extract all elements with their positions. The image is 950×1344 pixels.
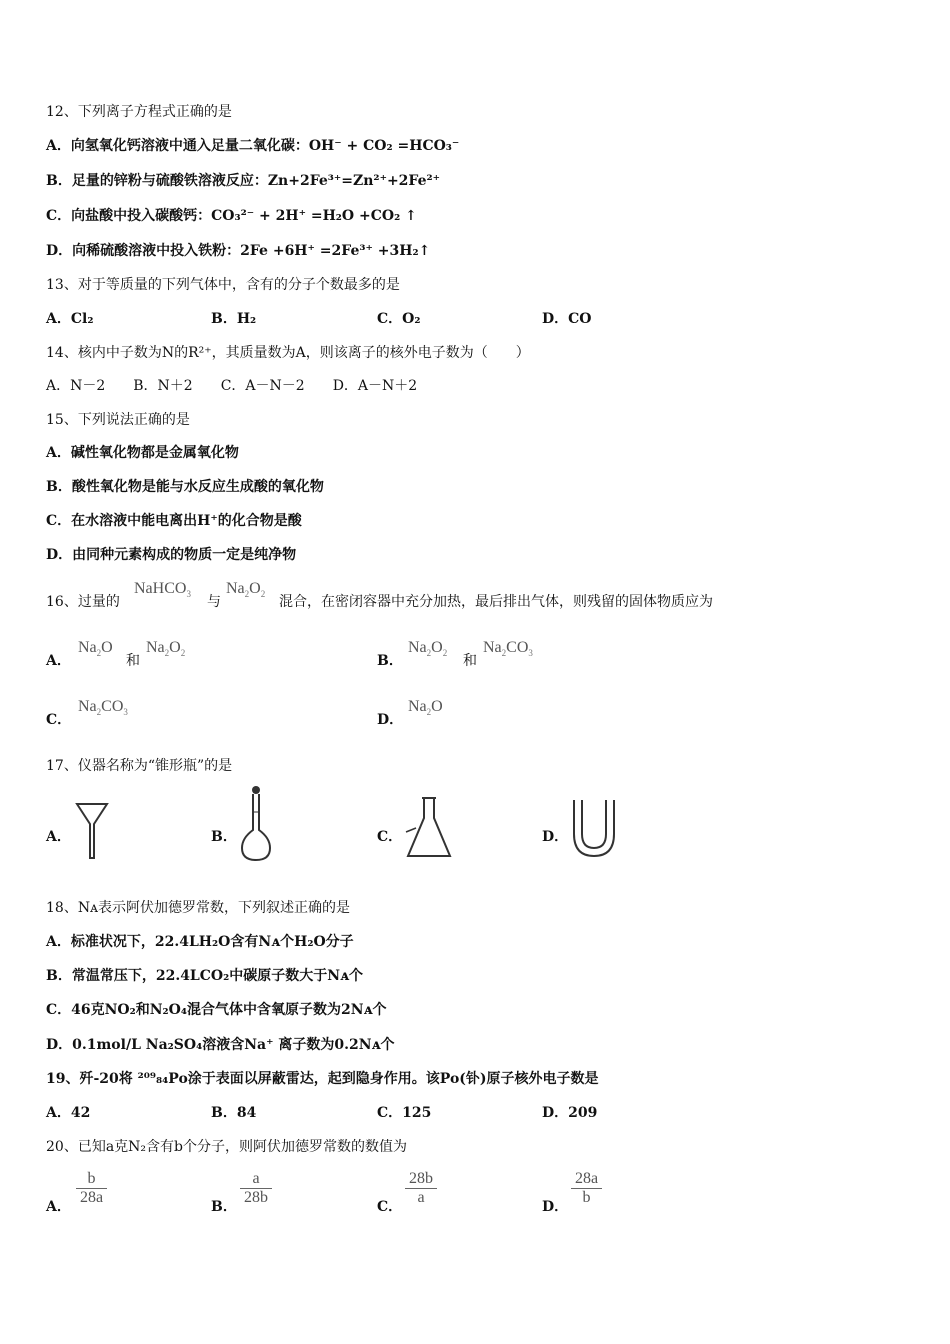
q18-option-d[interactable]: D．0.1mol/L Na₂SO₄溶液含Na⁺ 离子数为0.2Nᴀ个 <box>46 1037 395 1053</box>
q20-option-c[interactable]: C． <box>377 1199 403 1215</box>
q15-option-c[interactable]: C．在水溶液中能电离出H⁺的化合物是酸 <box>46 513 302 529</box>
q18-option-c[interactable]: C．46克NO₂和N₂O₄混合气体中含氧原子数为2Nᴀ个 <box>46 1002 387 1018</box>
q16-a-and: 和 <box>126 653 140 669</box>
q18-option-b[interactable]: B．常温常压下，22.4LCO₂中碳原子数大于Nᴀ个 <box>46 968 364 984</box>
q16-stem-suffix: 混合，在密闭容器中充分加热，最后排出气体，则残留的固体物质应为 <box>279 594 713 610</box>
q17-stem: 17、仪器名称为“锥形瓶”的是 <box>46 758 233 774</box>
q13-option-b[interactable]: B．H₂ <box>211 311 257 327</box>
q16-a-na2o2: $Na_2O_2$ <box>146 639 186 658</box>
q20-option-b[interactable]: B． <box>211 1199 237 1215</box>
q20-b-fraction: a 28b <box>240 1170 272 1207</box>
q14-options[interactable]: A．N－2 B．N＋2 C．A－N－2 D．A－N＋2 <box>46 378 418 394</box>
q15-option-a[interactable]: A．碱性氧化物都是金属氧化物 <box>46 445 239 461</box>
q16-option-b-label[interactable]: B． <box>377 653 403 669</box>
q15-option-d[interactable]: D．由同种元素构成的物质一定是纯净物 <box>46 547 297 563</box>
q14-stem: 14、核内中子数为N的R²⁺，其质量数为A，则该离子的核外电子数为（ ） <box>46 345 530 361</box>
q15-option-b[interactable]: B．酸性氧化物是能与水反应生成酸的氧化物 <box>46 479 324 495</box>
q16-b-na2co3: $Na_2CO_3$ <box>483 639 533 658</box>
q16-formula-nahco3: NaHCO$_3$ <box>134 580 191 599</box>
q13-option-c[interactable]: C．O₂ <box>377 311 421 327</box>
q16-option-c-label[interactable]: C． <box>46 712 72 728</box>
q17-option-c[interactable]: C． <box>377 829 403 845</box>
q16-formula-na2o2: $Na_2O_2$ <box>226 580 266 599</box>
q20-option-a[interactable]: A． <box>46 1199 71 1215</box>
q16-option-d-label[interactable]: D． <box>377 712 404 728</box>
q12-option-a[interactable]: A．向氢氧化钙溶液中通入足量二氧化碳：OH⁻ + CO₂ =HCO₃⁻ <box>46 138 460 154</box>
q12-stem: 12、下列离子方程式正确的是 <box>46 104 232 120</box>
q16-stem-and: 与 <box>207 594 221 610</box>
q12-option-c[interactable]: C．向盐酸中投入碳酸钙：CO₃²⁻ + 2H⁺ =H₂O +CO₂ ↑ <box>46 208 417 224</box>
q13-option-a[interactable]: A．Cl₂ <box>46 311 94 327</box>
q20-c-fraction: 28b a <box>405 1170 437 1207</box>
q17-option-a[interactable]: A． <box>46 829 71 845</box>
q13-option-d[interactable]: D．CO <box>542 311 592 327</box>
q20-option-d[interactable]: D． <box>542 1199 569 1215</box>
q20-stem: 20、已知a克N₂含有b个分子，则阿伏加德罗常数的数值为 <box>46 1139 407 1155</box>
q20-a-fraction: b 28a <box>76 1170 107 1207</box>
conical-flask-icon <box>402 794 458 864</box>
q16-b-na2o2: $Na_2O_2$ <box>408 639 448 658</box>
q20-d-fraction: 28a b <box>571 1170 602 1207</box>
u-tube-icon <box>568 796 620 862</box>
q16-stem-prefix: 16、过量的 <box>46 594 120 610</box>
q19-option-b[interactable]: B．84 <box>211 1105 257 1121</box>
q17-option-b[interactable]: B． <box>211 829 237 845</box>
q12-option-b[interactable]: B．足量的锌粉与硫酸铁溶液反应：Zn+2Fe³⁺=Zn²⁺+2Fe²⁺ <box>46 173 441 189</box>
q16-d-na2o: $Na_2O$ <box>408 698 443 717</box>
q16-a-na2o: $Na_2O$ <box>78 639 113 658</box>
q19-stem: 19、歼-20将 ²⁰⁹₈₄Po涂于表面以屏蔽雷达，起到隐身作用。该Po(钋)原子核外电子数是 <box>46 1071 599 1087</box>
q16-b-and: 和 <box>463 653 477 669</box>
q18-stem: 18、Nᴀ表示阿伏加德罗常数，下列叙述正确的是 <box>46 900 350 916</box>
q18-option-a[interactable]: A．标准状况下，22.4LH₂O含有Nᴀ个H₂O分子 <box>46 934 354 950</box>
q19-option-c[interactable]: C．125 <box>377 1105 432 1121</box>
q17-option-d[interactable]: D． <box>542 829 569 845</box>
q13-stem: 13、对于等质量的下列气体中，含有的分子个数最多的是 <box>46 277 400 293</box>
funnel-icon <box>74 800 110 862</box>
q19-option-a[interactable]: A．42 <box>46 1105 91 1121</box>
q15-stem: 15、下列说法正确的是 <box>46 412 190 428</box>
q16-c-na2co3: $Na_2CO_3$ <box>78 698 128 717</box>
q19-option-d[interactable]: D．209 <box>542 1105 598 1121</box>
volumetric-flask-icon <box>236 784 276 864</box>
q16-option-a-label[interactable]: A． <box>46 653 71 669</box>
q12-option-d[interactable]: D．向稀硫酸溶液中投入铁粉：2Fe +6H⁺ =2Fe³⁺ +3H₂↑ <box>46 243 431 259</box>
